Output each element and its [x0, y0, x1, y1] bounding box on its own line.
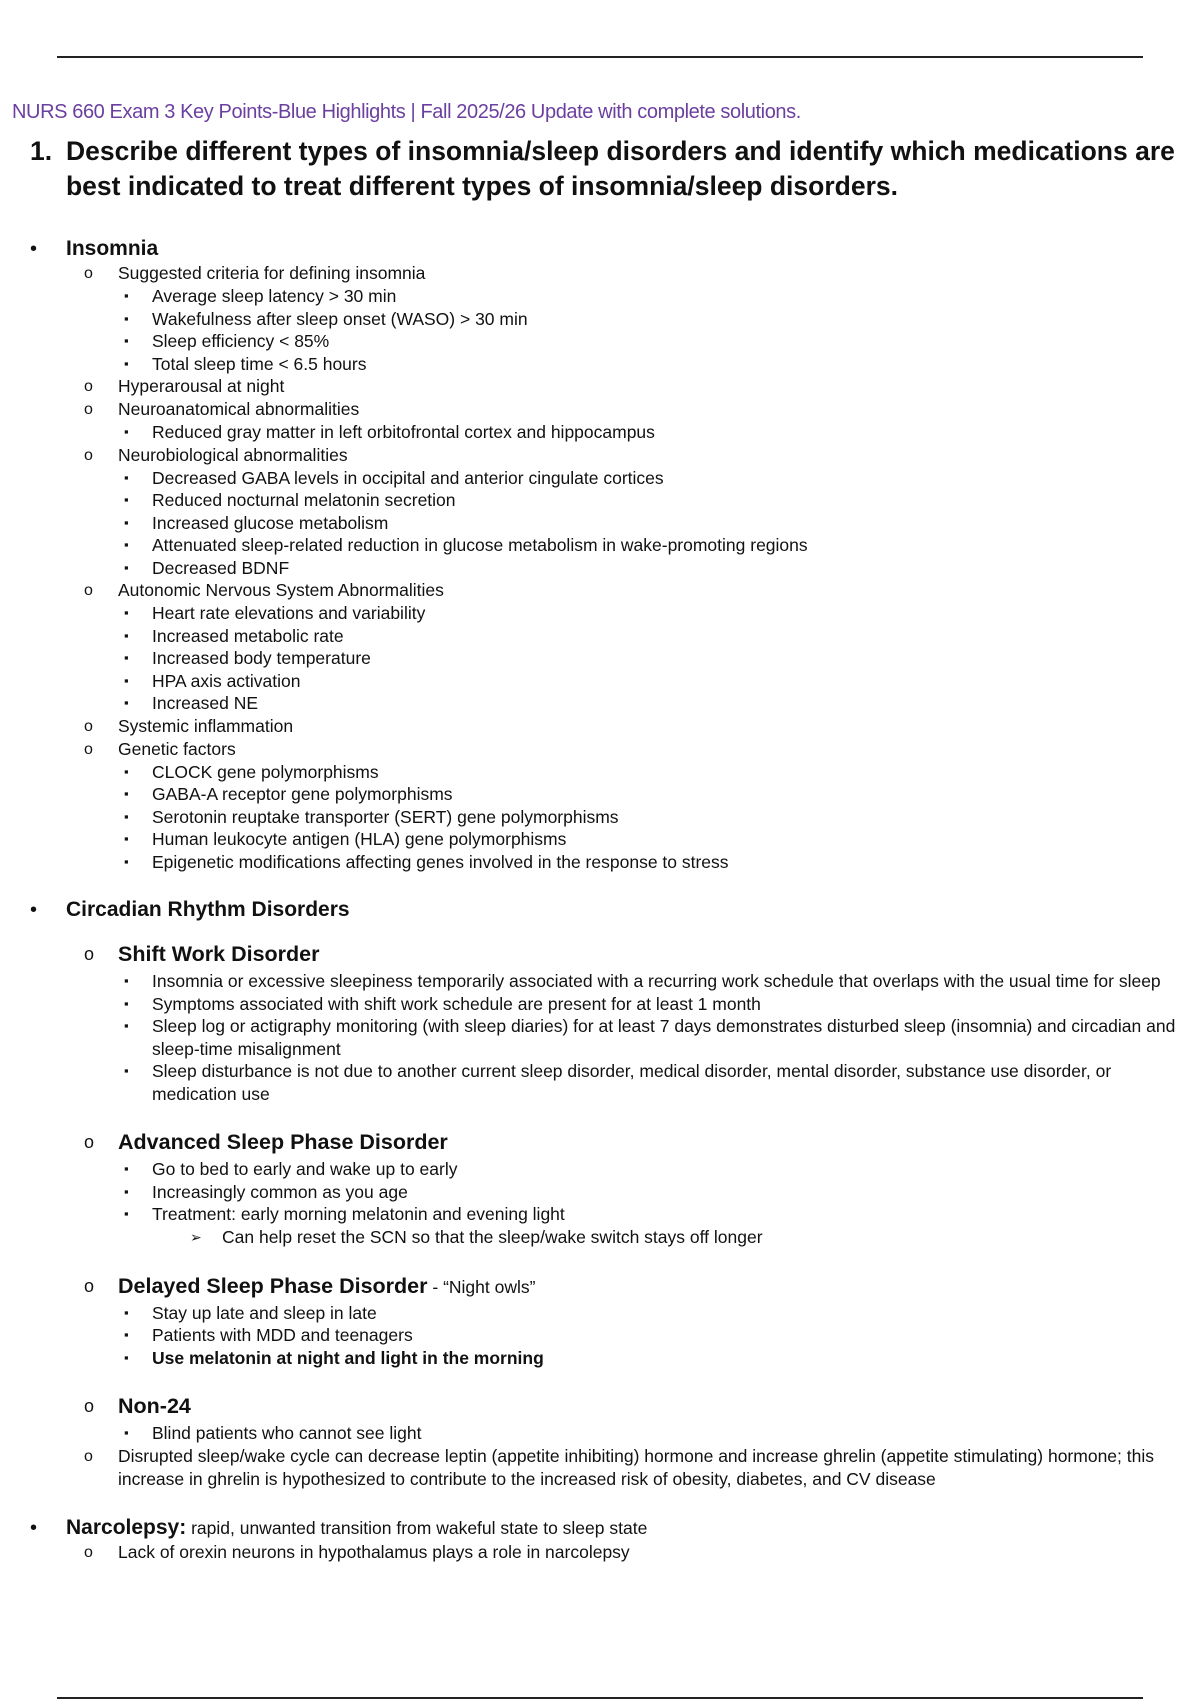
list-item [118, 970, 1200, 993]
list-item [118, 285, 1200, 308]
circle-marker: o [84, 717, 93, 735]
item-text: Can help reset the SCN so that the sleep/wake switch stays off longer [222, 1226, 763, 1247]
list-item [118, 625, 1200, 648]
item-text: Treatment: early morning melatonin and evening light [152, 1204, 565, 1224]
circle-marker: o [84, 1132, 95, 1152]
square-marker: ▪ [124, 995, 129, 1011]
circle-marker: o [84, 582, 93, 599]
item-text: Suggested criteria for defining insomnia [118, 263, 426, 283]
bullet-marker: • [30, 899, 38, 921]
list-item [118, 1302, 1200, 1325]
question-1 [30, 134, 1180, 204]
square-marker: ▪ [124, 853, 129, 869]
item-text: Increased NE [152, 693, 259, 713]
circle-marker: o [84, 265, 93, 282]
item-text: Attenuated sleep-related reduction in glucose metabolism in wake-promoting regions [152, 535, 808, 555]
square-marker: ▪ [124, 763, 129, 779]
delayed-sleep-phase-disorder [66, 1271, 1200, 1370]
insomnia-list [66, 262, 1200, 873]
list-item [66, 375, 1200, 398]
section-title: Insomnia [66, 237, 159, 260]
shift-work-list [118, 970, 1200, 1105]
list-item [66, 1445, 1200, 1491]
narcolepsy-list [66, 1541, 1200, 1564]
item-text: Stay up late and sleep in late [152, 1302, 377, 1323]
list-item [118, 353, 1200, 376]
genetic-list [118, 761, 1200, 874]
list-item [118, 602, 1200, 625]
question-number: 1. [30, 136, 53, 166]
list-item [66, 1541, 1200, 1564]
advanced-sub-list [152, 1226, 1200, 1249]
item-text: Patients with MDD and teenagers [152, 1325, 413, 1345]
list-item [118, 489, 1200, 512]
circadian-list [66, 939, 1200, 1491]
list-item [118, 851, 1200, 874]
circle-marker: o [84, 944, 95, 964]
item-text: Genetic factors [118, 738, 236, 759]
list-item [118, 670, 1200, 693]
subsection-suffix: - “Night owls” [427, 1276, 536, 1297]
item-text: Reduced nocturnal melatonin secretion [152, 490, 456, 510]
square-marker: ▪ [124, 695, 129, 710]
square-marker: ▪ [124, 333, 129, 348]
item-text: CLOCK gene polymorphisms [152, 761, 379, 782]
list-item [118, 692, 1200, 715]
non-24 [66, 1391, 1200, 1445]
bottom-rule [57, 1697, 1143, 1699]
list-item [118, 1422, 1200, 1445]
section-narcolepsy [0, 1515, 1200, 1564]
square-marker: ▪ [124, 559, 129, 575]
item-text: Increased metabolic rate [152, 625, 344, 646]
shift-work-disorder [66, 939, 1200, 1105]
arrow-marker: ➢ [190, 1228, 202, 1245]
list-item [118, 761, 1200, 784]
circle-marker: o [84, 401, 93, 418]
item-text: Reduced gray matter in left orbitofrontal cortex and hippocampus [152, 422, 655, 442]
item-text: Insomnia or excessive sleepiness temporarily associated with a recurring work schedule that overlaps with the usual time for sleep [152, 971, 1161, 991]
list-item [118, 993, 1200, 1016]
circle-marker: o [84, 1543, 93, 1561]
autonomic-list [118, 602, 1200, 715]
item-text: Blind patients who cannot see light [152, 1423, 422, 1443]
item-text: Sleep disturbance is not due to another current sleep disorder, medical disorder, mental disorder, substance use disorder, or medication use [152, 1061, 1112, 1104]
square-marker: ▪ [124, 492, 129, 507]
item-text: HPA axis activation [152, 670, 301, 691]
list-item [118, 806, 1200, 829]
section-circadian [0, 897, 1200, 1491]
item-text: GABA-A receptor gene polymorphisms [152, 784, 453, 804]
subsection-title: Delayed Sleep Phase Disorder [118, 1273, 428, 1298]
item-text: Total sleep time < 6.5 hours [152, 353, 367, 374]
list-item [66, 398, 1200, 444]
item-text: Decreased GABA levels in occipital and anterior cingulate cortices [152, 467, 664, 488]
list-item [118, 1015, 1200, 1060]
item-text: Use melatonin at night and light in the morning [152, 1347, 544, 1368]
square-marker: ▪ [124, 355, 129, 371]
list-item [118, 330, 1200, 353]
square-marker: ▪ [124, 514, 129, 530]
section-insomnia [0, 236, 1200, 873]
circle-marker: o [84, 1396, 95, 1416]
item-text: Decreased BDNF [152, 557, 290, 578]
item-text: Sleep log or actigraphy monitoring (with sleep diaries) for at least 7 days demonstrates disturbed sleep (insomnia) and circadian and sleep-time misalignment [152, 1016, 1176, 1059]
document-body [0, 236, 1200, 1564]
list-item [118, 1158, 1200, 1181]
neuroanatomical-list [118, 421, 1200, 444]
list-item [66, 444, 1200, 580]
square-marker: ▪ [124, 672, 129, 688]
item-text: Disrupted sleep/wake cycle can decrease leptin (appetite inhibiting) hormone and increase ghrelin (appetite stimulating) hormone; this increase in ghrelin is hypothesized to contribute to the increased risk of obesity, diabetes, and CV disease [118, 1445, 1154, 1489]
list-item [118, 308, 1200, 331]
item-text: Heart rate elevations and variability [152, 603, 426, 623]
list-item [118, 1181, 1200, 1204]
square-marker: ▪ [124, 1161, 129, 1176]
square-marker: ▪ [124, 1349, 129, 1365]
square-marker: ▪ [124, 424, 129, 439]
question-text: Describe different types of insomnia/sleep disorders and identify which medications are best indicated to treat different types of insomnia/sleep disorders. [66, 136, 1175, 201]
square-marker: ▪ [124, 1206, 129, 1221]
list-item [118, 1060, 1200, 1105]
item-text: Human leukocyte antigen (HLA) gene polymorphisms [152, 829, 567, 849]
advanced-sleep-phase-disorder [66, 1127, 1200, 1249]
list-item [118, 828, 1200, 851]
list-item [118, 512, 1200, 535]
list-item [66, 715, 1200, 738]
list-item [118, 1203, 1200, 1249]
item-text: Average sleep latency > 30 min [152, 286, 397, 306]
list-item [66, 579, 1200, 715]
list-item [118, 1347, 1200, 1370]
subsection-title: Advanced Sleep Phase Disorder [118, 1130, 448, 1154]
item-text: Epigenetic modifications affecting genes involved in the response to stress [152, 851, 729, 872]
item-text: Serotonin reuptake transporter (SERT) gene polymorphisms [152, 806, 619, 827]
square-marker: ▪ [124, 469, 129, 485]
circle-marker: o [84, 740, 93, 758]
square-marker: ▪ [124, 537, 129, 552]
square-marker: ▪ [124, 310, 129, 326]
square-marker: ▪ [124, 786, 129, 801]
bullet-marker: • [30, 238, 38, 260]
section-title: Circadian Rhythm Disorders [66, 898, 350, 921]
non24-list [118, 1422, 1200, 1445]
item-text: Increased body temperature [152, 648, 371, 668]
circle-marker: o [84, 1275, 95, 1296]
square-marker: ▪ [124, 650, 129, 665]
item-text: Neuroanatomical abnormalities [118, 399, 360, 419]
square-marker: ▪ [124, 1304, 129, 1320]
square-marker: ▪ [124, 288, 129, 303]
section-description: rapid, unwanted transition from wakeful state to sleep state [186, 1517, 648, 1538]
list-item [118, 534, 1200, 557]
list-item [118, 1324, 1200, 1347]
square-marker: ▪ [124, 831, 129, 846]
criteria-list [118, 285, 1200, 375]
item-text: Autonomic Nervous System Abnormalities [118, 580, 444, 600]
circle-marker: o [84, 378, 93, 395]
subsection-title: Non-24 [118, 1394, 191, 1418]
delayed-list [118, 1302, 1200, 1370]
item-text: Increasingly common as you age [152, 1181, 408, 1202]
square-marker: ▪ [124, 973, 129, 988]
item-text: Systemic inflammation [118, 715, 294, 736]
top-rule [57, 56, 1143, 58]
document-header: NURS 660 Exam 3 Key Points-Blue Highlights | Fall 2025/26 Update with complete solutions. [12, 101, 801, 123]
square-marker: ▪ [124, 1425, 129, 1440]
subsection-title: Shift Work Disorder [118, 942, 320, 966]
item-text: Sleep efficiency < 85% [152, 331, 330, 351]
circle-marker: o [84, 1447, 93, 1465]
list-item [118, 421, 1200, 444]
list-item [152, 1226, 1200, 1249]
list-item [118, 557, 1200, 580]
item-text: Increased glucose metabolism [152, 512, 389, 533]
square-marker: ▪ [124, 808, 129, 824]
item-text: Symptoms associated with shift work schedule are present for at least 1 month [152, 993, 761, 1014]
item-text: Lack of orexin neurons in hypothalamus plays a role in narcolepsy [118, 1541, 630, 1562]
item-text: Go to bed to early and wake up to early [152, 1159, 458, 1179]
item-text: Neurobiological abnormalities [118, 444, 348, 465]
neurobiological-list [118, 467, 1200, 580]
list-item [118, 783, 1200, 806]
square-marker: ▪ [124, 1183, 129, 1199]
section-title: Narcolepsy: [66, 1515, 187, 1539]
square-marker: ▪ [124, 1327, 129, 1342]
list-item [118, 467, 1200, 490]
item-text: Wakefulness after sleep onset (WASO) > 30 min [152, 308, 528, 329]
list-item [66, 738, 1200, 874]
list-item [66, 262, 1200, 375]
bullet-marker: • [30, 1516, 38, 1539]
circle-marker: o [84, 446, 93, 464]
advanced-list [118, 1158, 1200, 1249]
square-marker: ▪ [124, 627, 129, 643]
list-item [118, 647, 1200, 670]
square-marker: ▪ [124, 1018, 129, 1033]
outline [0, 236, 1200, 1564]
square-marker: ▪ [124, 1063, 129, 1078]
square-marker: ▪ [124, 605, 129, 620]
item-text: Hyperarousal at night [118, 376, 285, 396]
